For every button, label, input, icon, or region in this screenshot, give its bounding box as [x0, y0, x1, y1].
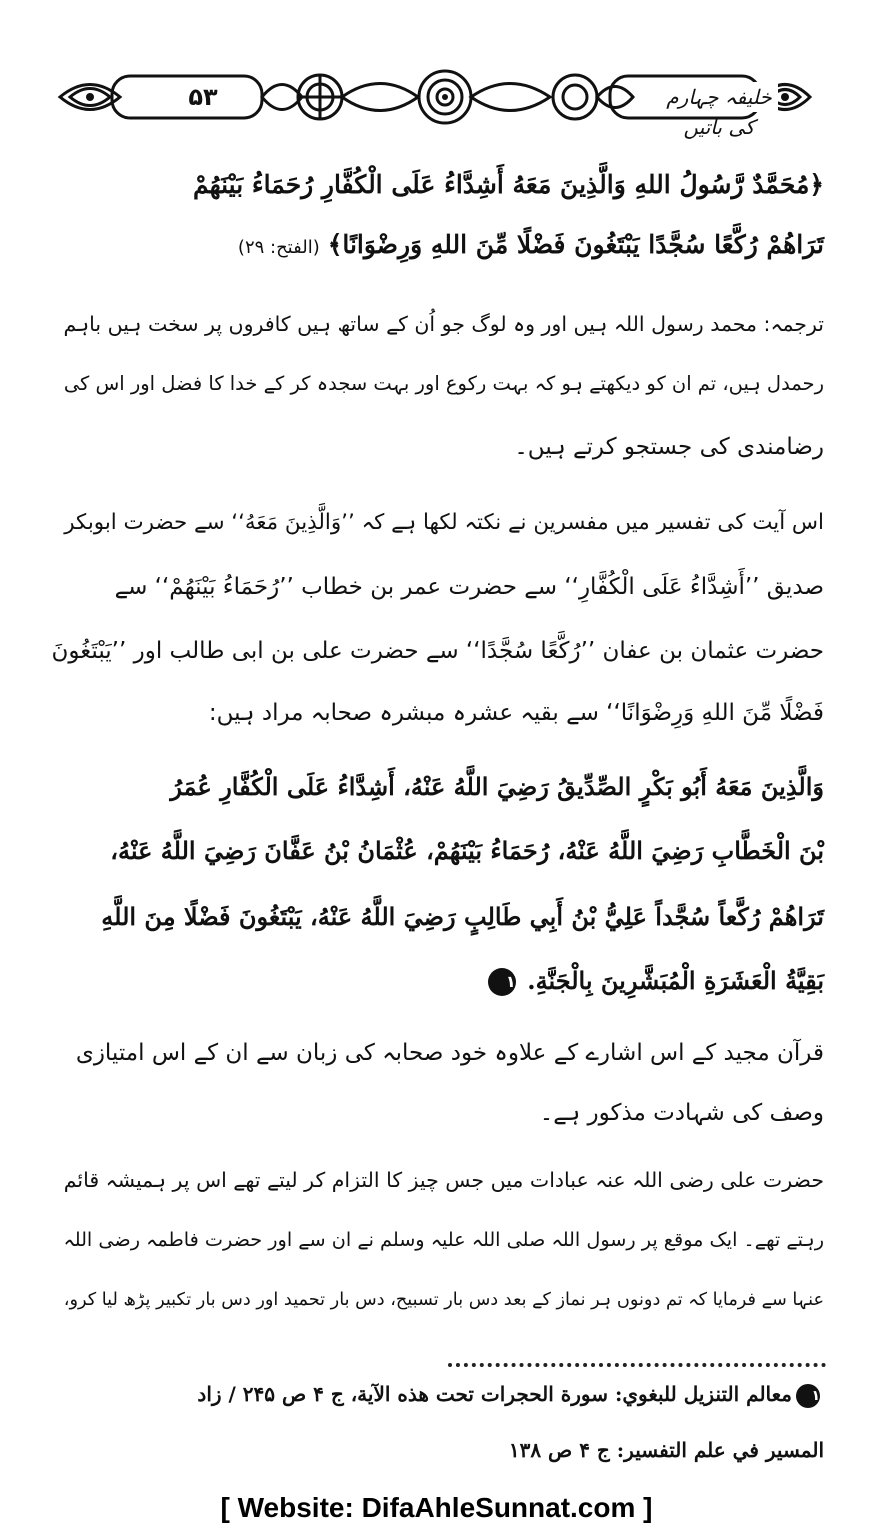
page-header — [50, 66, 823, 139]
tafsir-line: اس آیت کی تفسیر میں مفسرین نے نکتہ لکھا ہے کہ ’’وَالَّذِينَ مَعَهُ‘‘ سے حضرت ابوبکر — [64, 510, 824, 535]
footnote-marker: ۱ — [796, 1384, 820, 1408]
verse-block — [48, 170, 824, 270]
tafsir-block — [48, 510, 824, 750]
arabic-quote-line: وَالَّذِينَ مَعَهُ أَبُو بَكْرٍ الصِّدِّيقُ رَضِيَ اللَّهُ عَنْهُ، أَشِدَّاءُ عَلَى الْكُفَّارِ عُمَرُ — [170, 772, 824, 801]
paragraph-line: حضرت علی رضی اللہ عنہ عبادات میں جس چیز کا التزام کر لیتے تھے اس پر ہمیشہ قائم — [63, 1168, 824, 1192]
page-number: ۵۳ — [188, 83, 218, 111]
arabic-quote-line: تَرَاهُمْ رُكَّعاً سُجَّداً عَلِيُّ بْنُ أَبِي طَالِبٍ رَضِيَ اللَّهُ عَنْهُ، يَبْتَغُونَ فَضْلًا مِنَ اللَّهِ — [101, 902, 824, 931]
website-link[interactable]: [ Website: DifaAhleSunnat.com ] — [220, 1492, 653, 1523]
footnote-text: معالم التنزيل للبغوي: سورة الحجرات تحت هذه الآية، ج ۴ ص ۲۴۵ / زاد — [197, 1382, 792, 1406]
arabic-quote-block — [48, 772, 824, 1032]
verse-reference: (الفتح: ۲۹) — [237, 237, 320, 258]
paragraph-line: وصف کی شہادت مذکور ہے۔ — [539, 1100, 824, 1126]
verse-line: ﴿مُحَمَّدٌ رَّسُولُ اللهِ وَالَّذِينَ مَعَهُ أَشِدَّاءُ عَلَى الْكُفَّارِ رُحَمَاءُ بَيْنَهُمْ — [192, 170, 824, 199]
tafsir-line: فَضْلًا مِّنَ اللهِ وَرِضْوَانًا‘‘ سے بقیہ عشرہ مبشرہ صحابہ مراد ہیں: — [208, 700, 824, 726]
translation-line: رحمدل ہیں، تم ان کو دیکھتے ہو کہ بہت رکوع اور بہت سجدہ کر کے خدا کا فضل اور اس کی — [63, 372, 824, 395]
translation-line: ترجمہ: محمد رسول اللہ ہیں اور وہ لوگ جو اُن کے ساتھ ہیں کافروں پر سخت ہیں باہم — [63, 312, 824, 336]
footnote-block — [48, 1382, 824, 1482]
arabic-quote-text: بَقِيَّةُ الْعَشَرَةِ الْمُبَشَّرِينَ بِالْجَنَّةِ. — [527, 966, 824, 995]
footnote-divider — [448, 1363, 826, 1371]
footnote-line: المسير في علم التفسير: ج ۴ ص ۱۳۸ — [508, 1438, 824, 1462]
translation-line: رضامندی کی جستجو کرتے ہیں۔ — [514, 434, 824, 460]
paragraph-quran-testimony — [48, 1040, 824, 1150]
arabic-quote-line — [484, 966, 824, 996]
translation-block — [48, 312, 824, 482]
paragraph-line: عنہا سے فرمایا کہ تم دونوں ہر نماز کے بعد دس بار تسبیح، دس بار تحمید اور دس بار تکبیر پڑھ لیا کرو، — [63, 1290, 824, 1310]
footnote-reference-marker[interactable]: ۱ — [488, 968, 516, 996]
running-head: خلیفہ چہارم کی باتیں — [660, 82, 778, 112]
tafsir-line: حضرت عثمان بن عفان ’’رُكَّعًا سُجَّدًا‘‘ سے حضرت علی بن ابی طالب اور ’’يَبْتَغُونَ — [51, 638, 824, 664]
paragraph-line: رہتے تھے۔ ایک موقع پر رسول اللہ صلی اللہ علیہ وسلم نے ان سے اور حضرت فاطمہ رضی اللہ — [63, 1228, 824, 1251]
paragraph-line: قرآن مجید کے اس اشارے کے علاوہ خود صحابہ کی زبان سے ان کے اس امتیازی — [75, 1040, 824, 1066]
arabic-quote-line: بْنَ الْخَطَّابِ رَضِيَ اللَّهُ عَنْهُ، رُحَمَاءُ بَيْنَهُمْ، عُثْمَانُ بْنُ عَفَّانَ رَضِيَ اللَّهُ عَنْهُ، — [110, 836, 824, 865]
tafsir-line: صدیق ’’أَشِدَّاءُ عَلَى الْكُفَّارِ‘‘ سے حضرت عمر بن خطاب ’’رُحَمَاءُ بَيْنَهُمْ‘‘ سے — [114, 574, 824, 600]
footnote-line — [197, 1382, 824, 1408]
verse-text: تَرَاهُمْ رُكَّعًا سُجَّدًا يَبْتَغُونَ فَضْلًا مِّنَ اللهِ وَرِضْوَانًا﴾ — [327, 230, 824, 259]
paragraph-hazrat-ali — [48, 1168, 824, 1348]
verse-line — [238, 230, 824, 259]
